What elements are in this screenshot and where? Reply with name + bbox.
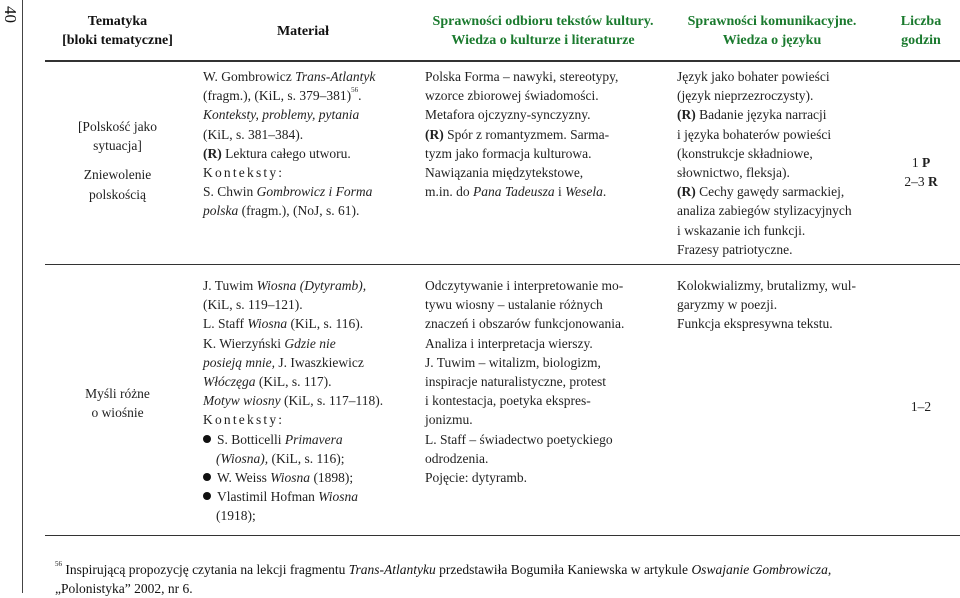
header-theme: Tematyka [bloki tematyczne] (62, 14, 173, 48)
row1-communication: Język jako bohater powieści (język nieprzezroczysty). (R) Badanie języka narracji i języka bohaterów powieści (konstrukcje składniowe, słownictwo, fleksja). (R) Cechy gawędy sarmackiej, analiza zabiegów stylizacyjnych i wskazanie ich funkcji. Frazesy patriotyczne. (677, 69, 852, 257)
row2-reception: Odczytywanie i interpretowanie mo- tywu wiosny – ustalanie różnych znaczeń i obszarów funkcjonowania. Analiza i interpretacja wierszy. J. Tuwim – witalizm, biologizm, inspiracje naturalistyczne, protest i kontestacja, poetyka ekspres- jonizmu. L. Staff – świadectwo poetyckiego odrodzenia. Pojęcie: dytyramb. (425, 278, 625, 486)
bullet-icon (203, 492, 211, 500)
row1-material: W. Gombrowicz Trans-Atlantyk (fragm.), (KiL, s. 379–381)$^{56}$. Konteksty, problemy, pytania (KiL, s. 381–384). (R) Lektura całego utworu. Konteksty: S. Chwin Gombrowicz i Forma polska (fragm.), (NoJ, s. 61). (203, 69, 376, 219)
row2-hours: 1–2 (910, 399, 932, 414)
header-material: Materiał (276, 24, 330, 39)
header-hours: Liczba godzin (900, 14, 942, 48)
bullet-icon (203, 473, 211, 481)
header-communication: Sprawności komunikacyjne. Wiedza o języku (687, 14, 857, 48)
row1-reception: Polska Forma – nawyki, stereotypy, wzorce zbiorowej świadomości. Metafora ojczyzny-synczyzny. (R) Spór z romantyzmem. Sarma- tyzm jako formacja kulturowa. Nawiązania międzytekstowe, m.in. do Pana Tadeusza i Wesela. (425, 69, 619, 200)
footnote-ref: 56 (351, 86, 359, 95)
row1-theme: [Polskość jako sytuacja] Zniewolenie polskością (77, 119, 158, 202)
row1-hours: 1 P 2–3 R (904, 155, 938, 190)
page-number: 40 (1, 6, 20, 23)
margin-rule (22, 0, 23, 593)
table-bottom-rule (45, 535, 960, 536)
row2-communication: Kolokwializmy, brutalizmy, wul- garyzmy w poezji. Funkcja ekspresywna tekstu. (677, 278, 856, 332)
footnote: $^{56}$ Inspirującą propozycję czytania na lekcji fragmentu Trans-Atlantyku przedstawiła Bogumiła Kaniewska w artykule Oswajanie Gombrowicza, „Polonistyka” 2002, nr 6. (55, 560, 832, 596)
row-rule (45, 264, 960, 265)
row2-theme: Myśli różne o wiośnie (85, 386, 150, 421)
header-rule (45, 60, 960, 62)
header-reception: Sprawności odbioru tekstów kultury. Wiedza o kulturze i literaturze (432, 14, 654, 48)
row2-material: J. Tuwim Wiosna (Dytyramb), (KiL, s. 119–121). L. Staff Wiosna (KiL, s. 116). K. Wierzyński Gdzie nie posieją mnie, J. Iwaszkiewicz Włóczęga (KiL, s. 117). Motyw wiosny (KiL, s. 117–118). Konteksty: S. Botticelli Primavera (Wiosna), (KiL, s. 116); W. Weiss Wiosna (1898); Vlastimil Hofman Wiosna (1918); (203, 278, 384, 524)
bullet-icon (203, 435, 211, 443)
